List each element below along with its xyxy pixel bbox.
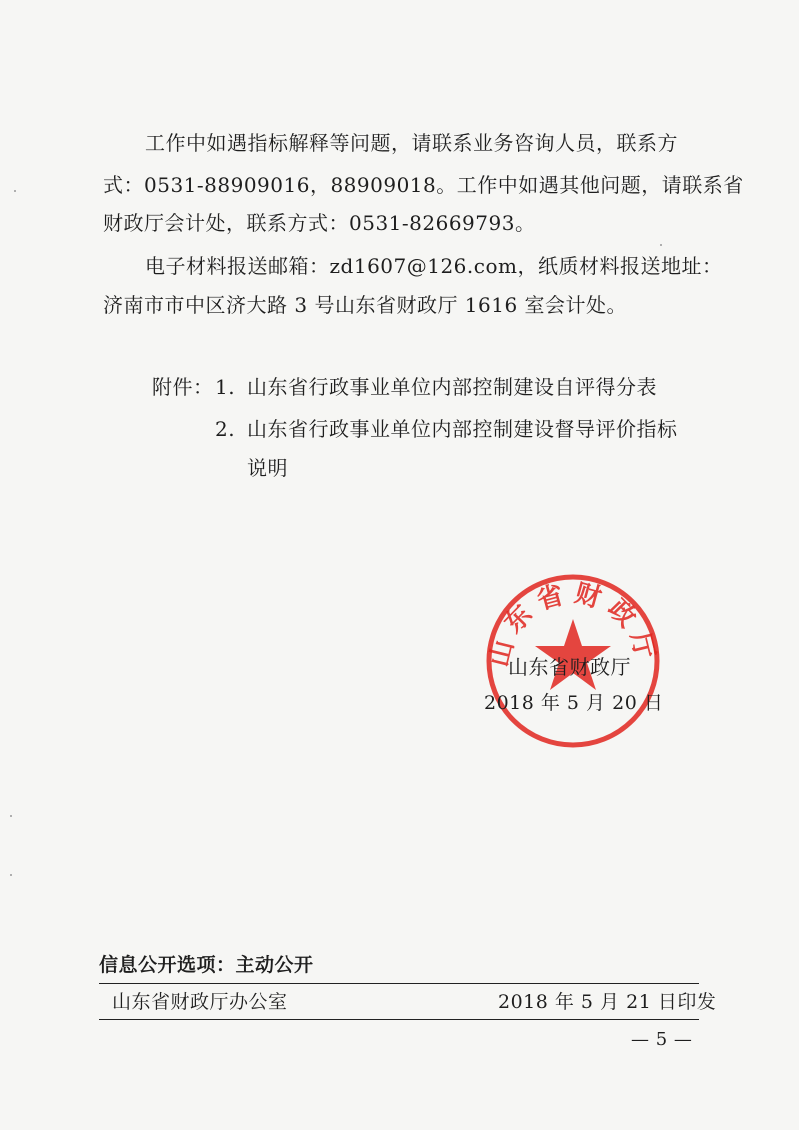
footer-rule-bottom <box>99 1019 699 1020</box>
scan-speck <box>14 190 16 192</box>
scan-speck <box>10 815 12 817</box>
body-line-4: 电子材料报送邮箱：zd1607@126.com，纸质材料报送地址： <box>145 254 723 278</box>
body-line-3: 财政厅会计处，联系方式：0531-82669793。 <box>103 211 536 235</box>
scan-speck <box>10 874 12 876</box>
attachment-2-number: 2. <box>215 417 236 441</box>
attachment-1-title: 山东省行政事业单位内部控制建设自评得分表 <box>247 375 657 399</box>
scan-speck <box>660 244 662 246</box>
issuing-office: 山东省财政厅办公室 <box>112 991 288 1013</box>
body-line-2: 式：0531-88909016，88909018。工作中如遇其他问题，请联系省 <box>103 173 744 197</box>
body-line-5: 济南市市中区济大路 3 号山东省财政厅 1616 室会计处。 <box>103 293 628 317</box>
page-number: — 5 — <box>631 1029 693 1050</box>
disclosure-option: 信息公开选项：主动公开 <box>99 954 314 976</box>
attachments-label: 附件： <box>152 375 214 399</box>
signature-date: 2018 年 5 月 20 日 <box>484 692 664 714</box>
attachment-1-number: 1. <box>215 375 236 399</box>
issue-date: 2018 年 5 月 21 日印发 <box>498 991 717 1013</box>
seal-text: 山东省财政厅 <box>484 578 662 670</box>
signature-organization: 山东省财政厅 <box>508 655 631 679</box>
body-line-1: 工作中如遇指标解释等问题，请联系业务咨询人员，联系方 <box>145 131 678 155</box>
attachment-2-title: 山东省行政事业单位内部控制建设督导评价指标 <box>247 417 678 441</box>
attachment-2-title-continued: 说明 <box>247 456 288 480</box>
footer-rule-top <box>99 983 699 984</box>
